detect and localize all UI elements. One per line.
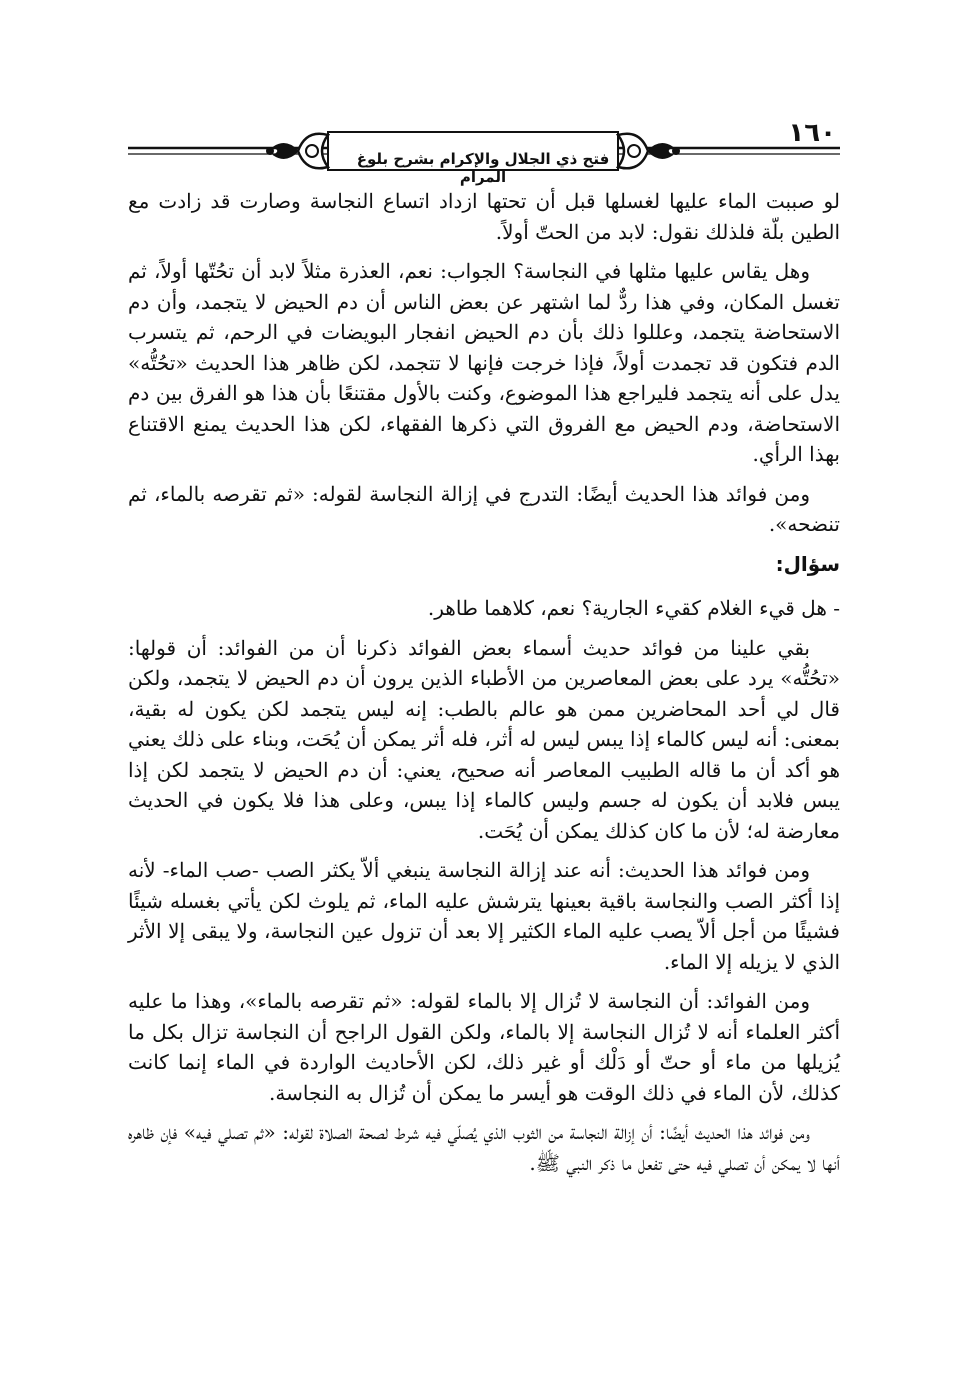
page-body	[128, 186, 840, 1187]
paragraph: ومن فوائد هذا الحديث: أنه عند إزالة النجاسة ينبغي ألاّ يكثر الصب -صب الماء- لأنه إذا أكثر الصب والنجاسة باقية بعينها يترشش عليه الماء، ثم يلوث لكن يأتي بغسله شيئًا فشيئًا من أجل ألاّ يصب عليه الماء الكثير إلا بعد أن تزول عين النجاسة، ولا يبقى إلا الأثر الذي لا يزيله إلا الماء.	[128, 858, 840, 974]
page-header	[128, 118, 840, 186]
paragraph: ومن الفوائد: أن النجاسة لا تُزال إلا بالماء لقوله: «ثم تقرصه بالماء»، وهذا ما عليه أكثر العلماء أنه لا تُزال النجاسة إلا بالماء، ولكن القول الراجح أن النجاسة تزال بكل ما يُزيلها من ماء أو حتّ أو دَلْك أو غير ذلك، لكن الأحاديث الواردة في الماء إنما كانت كذلك، لأن الماء في ذلك الوقت هو أيسر ما يمكن أن تُزال به النجاسة.	[128, 989, 840, 1105]
paragraph: بقي علينا من فوائد حديث أسماء بعض الفوائد ذكرنا أن من الفوائد: أن قولها: «تحُتُّه» يرد على بعض المعاصرين من الأطباء الذين يرون أن دم الحيض لا يتجمد، ولكن قال لي أحد المحاضرين ممن هو عالم بالطب: إنه ليس يتجمد لكن يكون له بقية، بمعنى: أنه ليس كالماء إذا يبس ليس له أثر، فله أثر يمكن أن يُحَت، وبناء على ذلك يعني هو أكد أن ما قاله الطبيب المعاصر أنه صحيح، يعني: أن دم الحيض لا يتجمد لكن إذا يبس فلابد أن يكون له جسم وليس كالماء إذا يبس، وعلى هذا فلا يكون في الحديث معارضة له؛ لأن ما كان كذلك يمكن أن يُحَت.	[128, 635, 840, 843]
paragraph: ومن فوائد هذا الحديث أيضًا: أن إزالة النجاسة من الثوب الذي يُصلّي فيه شرط لصحة الصلاة لقوله: «ثم تصلي فيه» فإن ظاهره أنها لا يمكن أن تصلي فيه حتى تفعل ما ذكر النبي ﷺ.	[128, 1120, 840, 1175]
paragraph: لو صببت الماء عليها لغسلها قبل أن تحتها ازداد اتساع النجاسة وصارت قد زادت مع الطين بلّة فلذلك نقول: لابد من الحتّ أولاً.	[128, 189, 840, 244]
question-item: - هل قيء الغلام كقيء الجارية؟ نعم، كلاهما طاهر.	[427, 596, 840, 620]
question-heading: سؤال:	[775, 551, 840, 576]
page-number: ١٦٠	[788, 118, 836, 148]
paragraph: وهل يقاس عليها مثلها في النجاسة؟ الجواب: نعم، العذرة مثلاً لابد أن تحُتّها أولاً، ثم تغسل المكان، وفي هذا ردٌّ لما اشتهر عن بعض الناس أن دم الحيض لا يتجمد، وأن دم الاستحاضة يتجمد، وعللوا ذلك بأن دم الحيض انفجار البويضات في الرحم، ثم يتسرب الدم فتكون قد تجمدت أولاً، فإذا خرجت فإنها لا تتجمد، لكن ظاهر هذا الحديث «تحُتُّه» يدل على أنه يتجمد فليراجع هذا الموضوع، وكنت بالأول مقتنعًا بأن هذا هو الفرق بين دم الاستحاضة، ودم الحيض مع الفروق التي ذكرها الفقهاء، لكن هذا الحديث يمنع الاقتناع بهذا الرأي.	[128, 259, 841, 466]
paragraph: ومن فوائد هذا الحديث أيضًا: التدرج في إزالة النجاسة لقوله: «ثم تقرصه بالماء، ثم تنضحه».	[128, 481, 840, 536]
book-title: فتح ذي الجلال والإكرام بشرح بلوغ المرام	[356, 150, 610, 186]
